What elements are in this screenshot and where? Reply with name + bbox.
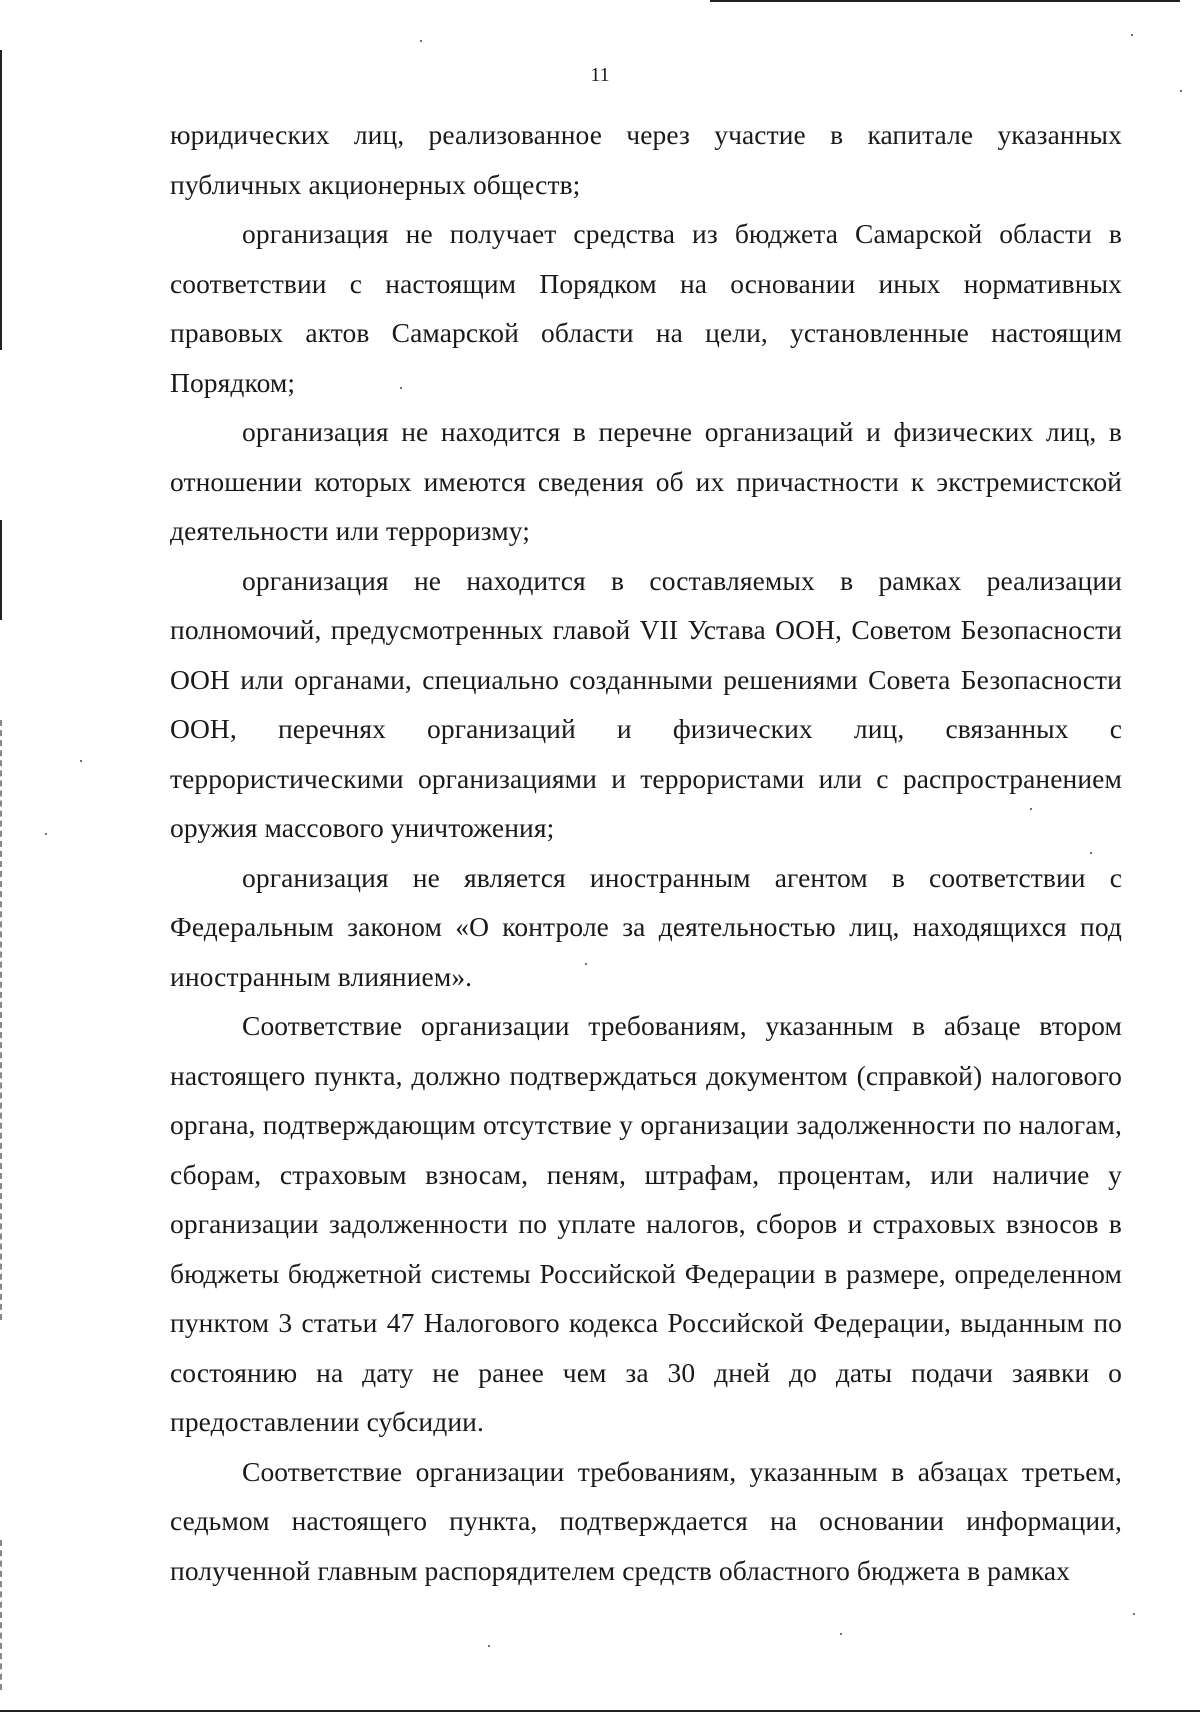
scan-dash-left-bottom [0, 1540, 5, 1690]
scan-speck [1180, 90, 1182, 92]
paragraph: Соответствие организации требованиям, указанным в абзаце втором настоящего пункта, должно подтверждаться документом (справкой) налогового органа, подтверждающим отсутствие у организации задолженности по налогам, сборам, страховым взносам, пеням, штрафам, процентам, или наличие у организации задолженности по уплате налогов, сборов и страховых взносов в бюджеты бюджетной системы Российской Федерации в размере, определенном пунктом 3 статьи 47 Налогового кодекса Российской Федерации, выданным по состоянию на дату не ранее чем за 30 дней до даты подачи заявки о предоставлении субсидии. [170, 1010, 1122, 1437]
scan-dash-left [0, 720, 5, 1320]
scan-speck [80, 760, 82, 762]
paragraph: Соответствие организации требованиям, указанным в абзацах третьем, седьмом настоящего пункта, подтверждается на основании информации, полученной главным распорядителем средств областного бюджета в рамках [170, 1455, 1122, 1586]
scan-speck [45, 833, 47, 835]
page-number: 11 [590, 64, 610, 86]
scan-edge-top [710, 0, 1180, 2]
document-body [170, 110, 1122, 1595]
scan-edge-bottom [0, 1710, 1200, 1712]
paragraph: организация не находится в перечне организаций и физических лиц, в отношении которых имеются сведения об их причастности к экстремистской деятельности или терроризму; [170, 416, 1122, 546]
scan-speck [488, 1645, 490, 1647]
paragraph: организация не находится в составляемых в рамках реализации полномочий, предусмотренных главой VII Устава ООН, Советом Безопасности ООН или органами, специально созданными решениями Совета Безопасности ООН, перечнях организаций и физических лиц, связанных с террористическими организациями и террористами или с распространением оружия массового уничтожения; [170, 564, 1122, 843]
scan-speck [420, 40, 422, 42]
scan-edge-left-top [0, 50, 2, 350]
paragraph: организация не получает средства из бюджета Самарской области в соответствии с настоящим Порядком на основании иных нормативных правовых актов Самарской области на цели, установленные настоящим Порядком; [170, 218, 1122, 398]
scan-speck [1133, 1613, 1135, 1615]
scan-edge-left-mid [0, 520, 2, 620]
paragraph: организация не является иностранным агентом в соответствии с Федеральным законом «О контроле за деятельностью лиц, находящихся под иностранным влиянием». [170, 861, 1122, 992]
scan-speck [1131, 34, 1133, 36]
paragraph: юридических лиц, реализованное через участие в капитале указанных публичных акционерных обществ; [170, 119, 1122, 200]
scan-speck [840, 1633, 842, 1635]
